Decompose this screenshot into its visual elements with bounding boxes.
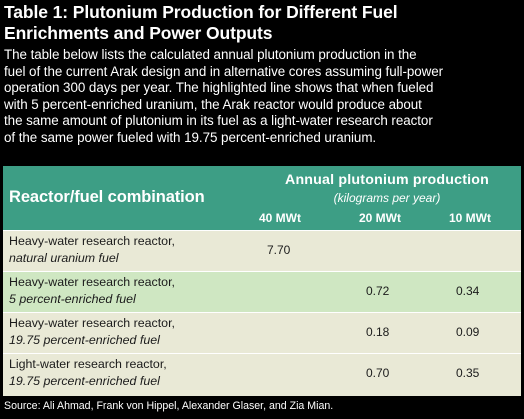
intro-line: with 5 percent-enriched uranium, the Arak reactor would produce about: [4, 96, 422, 112]
title-line-2: Enrichments and Power Outputs: [4, 23, 273, 43]
intro-paragraph: [4, 47, 520, 147]
table-row: [3, 312, 521, 353]
intro-line: of the same power fueled with 19.75 percent-enriched uranium.: [4, 129, 377, 145]
row-fuel: 19.75 percent-enriched fuel: [9, 374, 160, 388]
row-fuel: 5 percent-enriched fuel: [9, 292, 136, 306]
header-col-40mwt: 40 MWt: [259, 211, 301, 225]
cell-20mwt: 0.18: [366, 325, 390, 339]
row-reactor: Heavy-water research reactor,: [9, 275, 175, 289]
row-reactor: Light-water research reactor,: [9, 357, 167, 371]
intro-line: fuel of the current Arak design and in alternative cores assuming full-power: [4, 63, 444, 79]
cell-20mwt: 0.70: [366, 366, 390, 380]
cell-20mwt: 0.72: [366, 284, 390, 298]
header-col-20mwt: 20 MWt: [359, 211, 401, 225]
intro-line: The table below lists the calculated annual plutonium production in the: [4, 47, 417, 62]
table-header: [3, 166, 521, 230]
table-row: [3, 353, 521, 396]
intro-line: the same amount of plutonium in its fuel as a light-water research reactor: [4, 113, 433, 129]
cell-10mwt: 0.34: [456, 284, 480, 298]
table-row: [3, 230, 521, 271]
title-line-1: Table 1: Plutonium Production for Different Fuel: [4, 2, 398, 22]
table-title: [4, 2, 520, 44]
row-reactor: Heavy-water research reactor,: [9, 234, 175, 248]
cell-10mwt: 0.09: [456, 325, 480, 339]
intro-line: operation 300 days per year. The highlighted line shows that when fueled: [4, 80, 434, 96]
source-note: Source: Ali Ahmad, Frank von Hippel, Alexander Glaser, and Zia Mian.: [4, 400, 334, 412]
cell-40mwt: 7.70: [267, 243, 291, 257]
header-reactor-fuel: Reactor/fuel combination: [9, 188, 205, 206]
table-row: [3, 271, 521, 312]
row-reactor: Heavy-water research reactor,: [9, 316, 175, 330]
production-table: [3, 166, 521, 396]
cell-10mwt: 0.35: [456, 366, 480, 380]
row-fuel: natural uranium fuel: [9, 251, 119, 265]
header-col-10mwt: 10 MWt: [449, 211, 491, 225]
header-units: (kilograms per year): [333, 191, 441, 205]
header-annual-production: Annual plutonium production: [285, 172, 489, 188]
row-fuel: 19.75 percent-enriched fuel: [9, 333, 160, 347]
